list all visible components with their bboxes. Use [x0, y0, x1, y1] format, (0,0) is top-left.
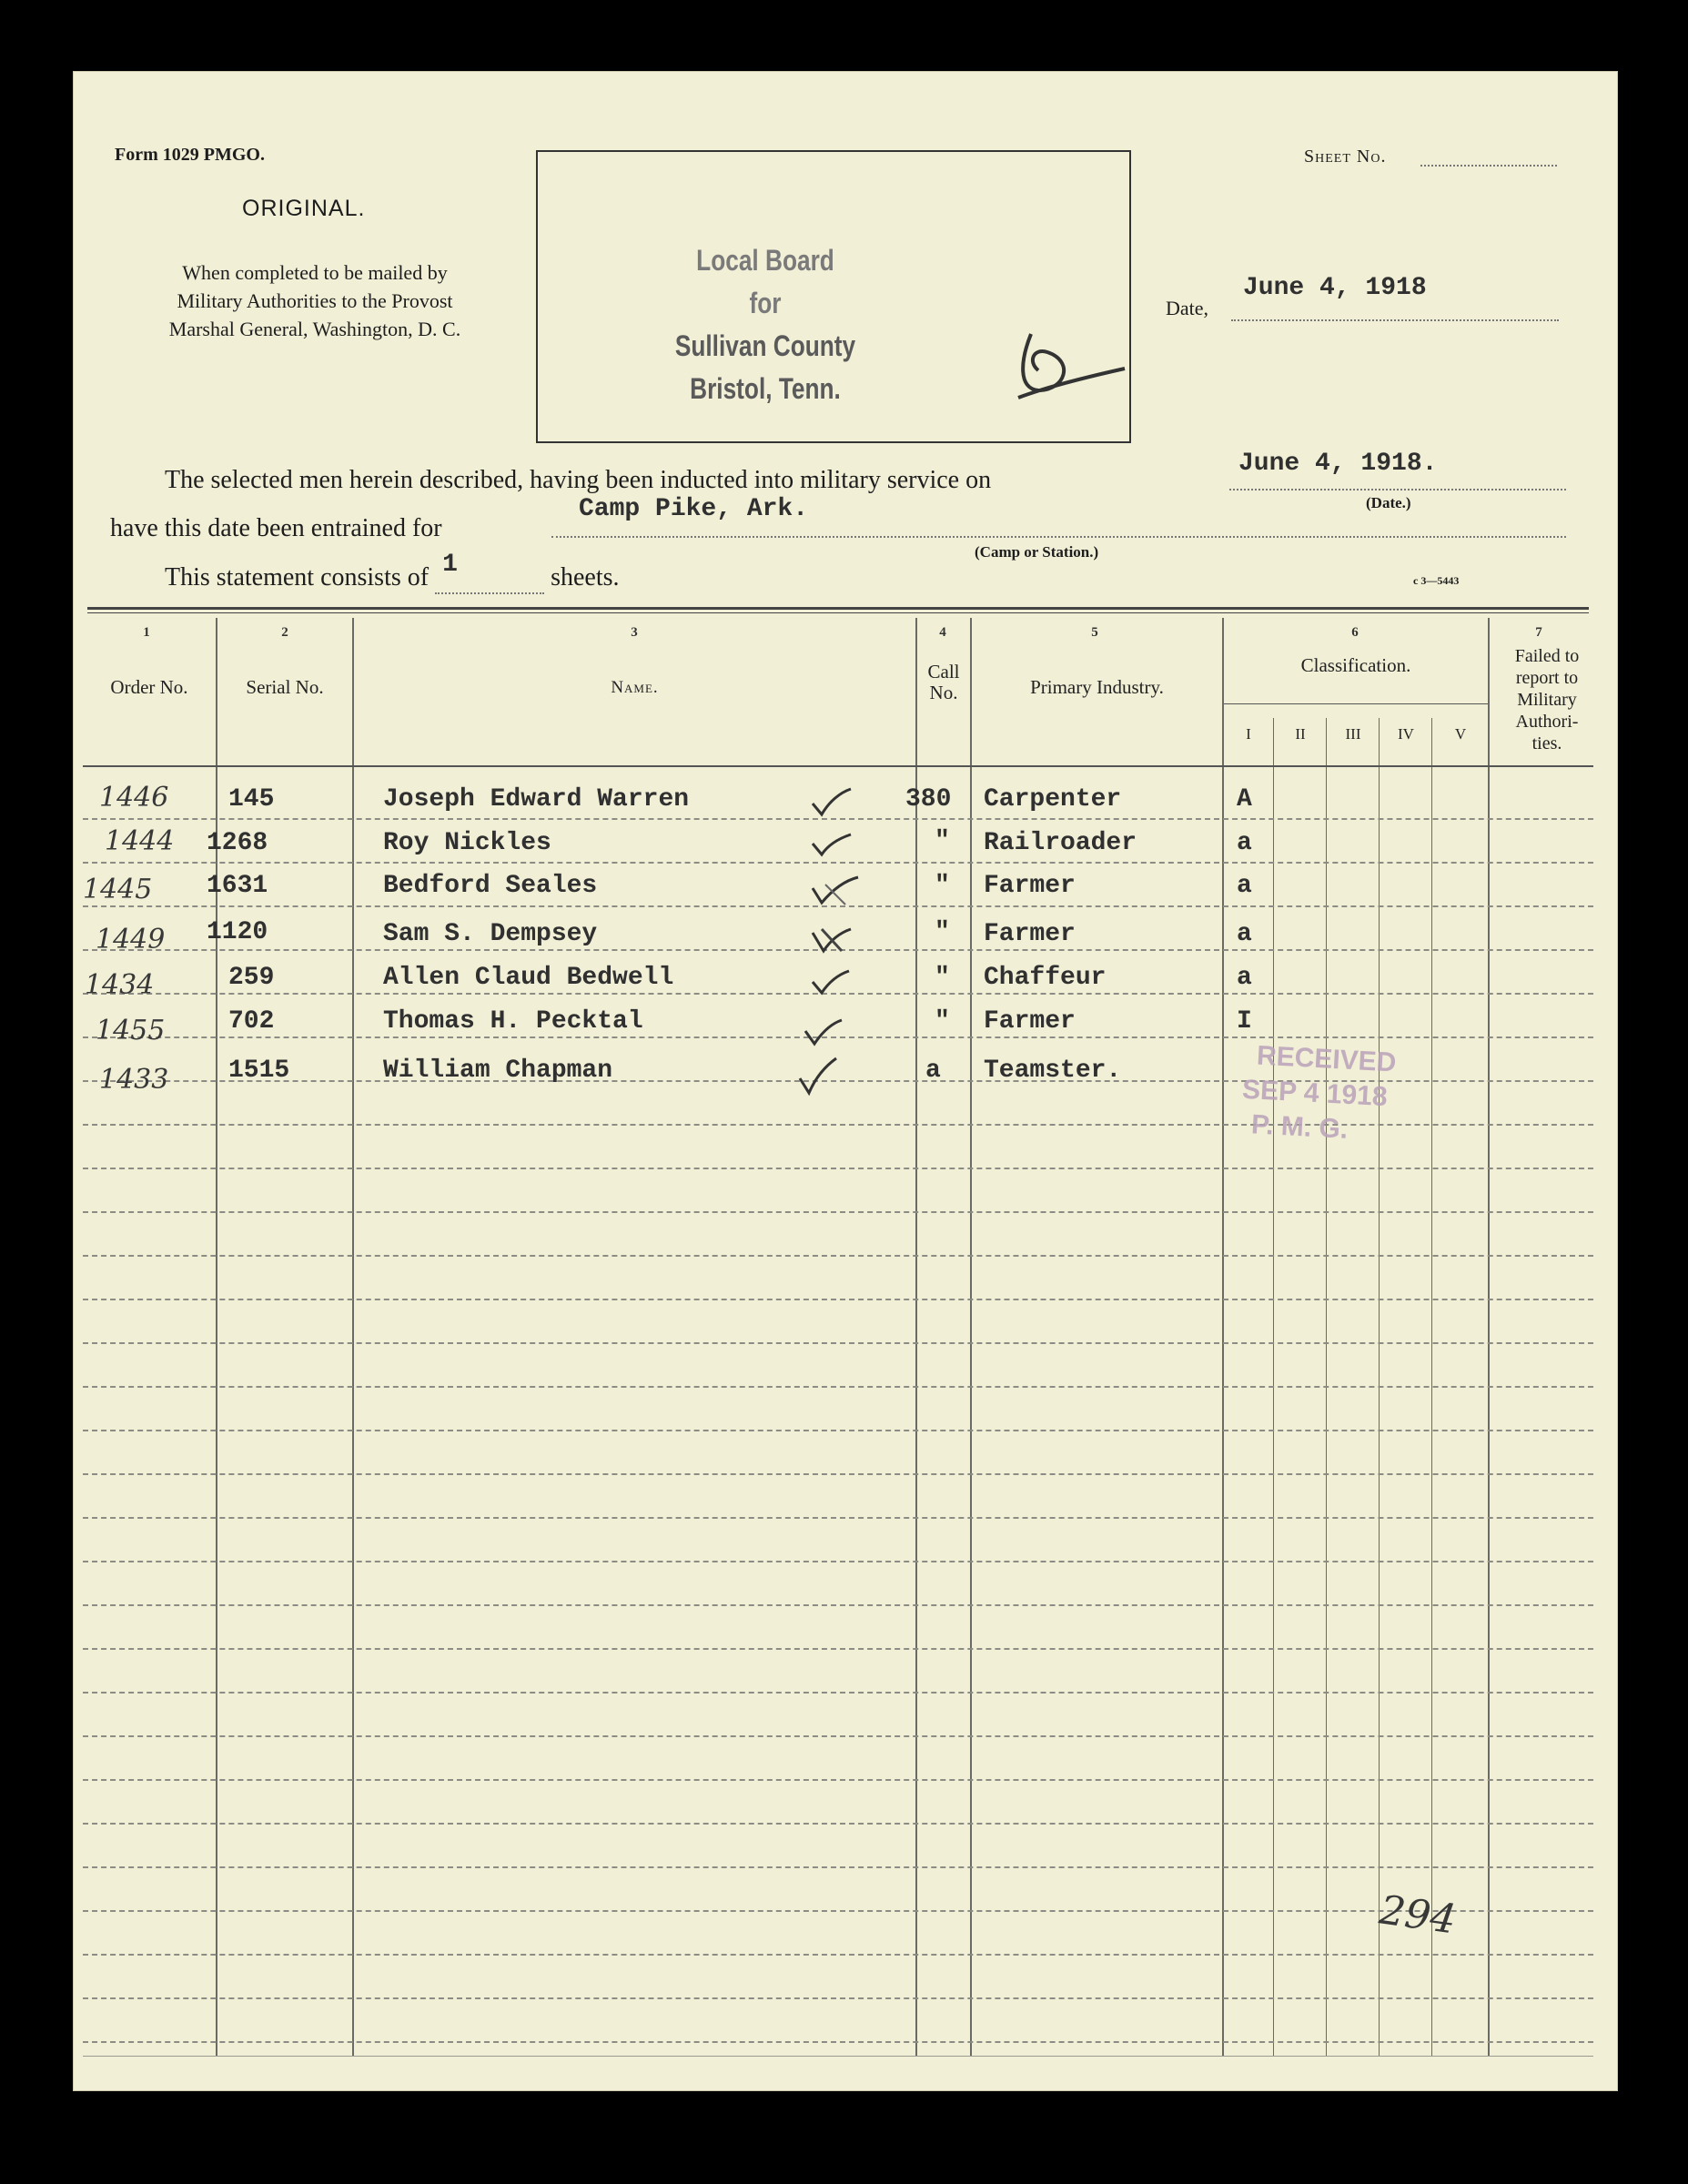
checkmark-icon — [809, 784, 854, 820]
header-failed-line: ties. — [1531, 733, 1562, 753]
inductee-name: Thomas H. Pecktal — [383, 1007, 643, 1036]
call-no: " — [935, 872, 950, 900]
checkmark-icon — [809, 920, 854, 956]
ruled-line — [83, 1473, 1593, 1475]
serial-no: 702 — [228, 1007, 275, 1036]
stamp-line: Local Board — [696, 244, 834, 277]
serial-no: 1515 — [228, 1057, 290, 1085]
column-number: 4 — [939, 625, 946, 640]
column-number: 5 — [1091, 625, 1098, 640]
call-no: a — [925, 1057, 941, 1085]
sheet-count-field[interactable] — [435, 551, 544, 594]
page-number: 294 — [1376, 1886, 1460, 1944]
camp-field[interactable] — [551, 536, 1566, 538]
primary-industry: Farmer — [984, 920, 1076, 948]
instruction-line: When completed to be mailed by — [182, 261, 448, 284]
table-top-rule — [87, 607, 1589, 610]
table-row — [74, 868, 1612, 912]
table-bottom-edge — [83, 2056, 1593, 2057]
ruled-line — [83, 1299, 1593, 1300]
order-no: 1434 — [85, 969, 155, 1001]
inductee-name: William Chapman — [383, 1057, 613, 1085]
header-failed-line: Failed to — [1514, 646, 1580, 666]
camp-caption: (Camp or Station.) — [975, 543, 1099, 561]
inductee-name: Allen Claud Bedwell — [383, 964, 674, 992]
serial-no: 259 — [228, 964, 275, 992]
primary-industry: Carpenter — [984, 785, 1122, 814]
checkmark-icon — [809, 964, 854, 1000]
local-board-stamp — [668, 239, 862, 410]
ruled-line — [83, 1779, 1593, 1781]
primary-industry: Railroader — [984, 829, 1137, 857]
column-number: 6 — [1351, 625, 1359, 640]
order-no: 1444 — [105, 825, 175, 857]
order-no: 1449 — [96, 924, 166, 956]
checkmark-icon — [809, 872, 864, 910]
received-stamp-line: P. M. G. — [1250, 1109, 1349, 1145]
header-classification: Classification. — [1300, 654, 1411, 676]
serial-no: 1268 — [207, 829, 268, 857]
induction-date: June 4, 1918. — [1238, 450, 1438, 478]
initial-signature-icon — [1011, 325, 1129, 407]
call-no: " — [935, 827, 950, 855]
table-row — [74, 960, 1612, 1006]
table-top-rule-inner — [87, 612, 1589, 613]
table-row — [74, 824, 1612, 867]
primary-industry: Teamster. — [984, 1057, 1122, 1085]
mailing-instructions — [115, 258, 515, 343]
table-row — [74, 913, 1612, 960]
call-no: " — [935, 1007, 950, 1036]
ruled-line — [83, 1561, 1593, 1562]
form-number: Form 1029 PMGO. — [115, 145, 265, 165]
classification-value: A — [1237, 785, 1252, 814]
classification-divider — [1224, 703, 1488, 704]
checkmark-icon — [809, 827, 854, 864]
primary-industry: Farmer — [984, 1007, 1076, 1036]
induction-date-caption: (Date.) — [1366, 494, 1411, 511]
class-column-header: III — [1345, 725, 1361, 743]
classification-value: a — [1237, 964, 1252, 992]
column-number: 3 — [631, 625, 638, 640]
stamp-line: for — [749, 287, 782, 319]
primary-industry: Farmer — [984, 872, 1076, 900]
ruled-line — [83, 1386, 1593, 1388]
ruled-line — [83, 1604, 1593, 1606]
received-stamp — [1236, 1038, 1397, 1150]
ruled-line — [83, 1954, 1593, 1956]
copy-label: ORIGINAL. — [242, 196, 366, 221]
header-serial-no: Serial No. — [246, 676, 324, 698]
inductee-name: Bedford Seales — [383, 872, 598, 900]
header-call-no-line: No. — [929, 682, 958, 703]
ruled-line — [83, 1430, 1593, 1431]
serial-no: 1631 — [207, 872, 268, 900]
inductee-name: Sam S. Dempsey — [383, 920, 598, 948]
header-primary-industry: Primary Industry. — [1030, 676, 1164, 698]
call-no: 380 — [905, 785, 952, 814]
classification-value: I — [1237, 1007, 1252, 1036]
date-field[interactable] — [1231, 319, 1559, 321]
local-board-stamp-box — [536, 150, 1131, 443]
sheet-no-field[interactable] — [1420, 165, 1557, 167]
ruled-line — [83, 1211, 1593, 1213]
column-number: 7 — [1535, 625, 1542, 640]
statement-line-3-pre: This statement consists of — [165, 563, 430, 592]
ruled-line — [83, 1910, 1593, 1912]
header-name: Name. — [611, 678, 659, 697]
statement-line-2: have this date been entrained for — [110, 514, 442, 542]
ruled-line — [83, 1823, 1593, 1825]
form-sheet — [73, 71, 1618, 2091]
header-bottom-rule — [83, 765, 1593, 767]
date-label: Date, — [1166, 297, 1209, 319]
header-failed-line: Military — [1517, 690, 1577, 710]
ruled-line — [83, 1517, 1593, 1519]
order-no: 1445 — [83, 874, 153, 905]
inductee-name: Roy Nickles — [383, 829, 551, 857]
column-number: 2 — [281, 625, 288, 640]
order-no: 1455 — [96, 1015, 166, 1046]
column-number: 1 — [143, 625, 150, 640]
class-column-header: I — [1246, 725, 1251, 743]
classification-value: a — [1237, 872, 1252, 900]
instruction-line: Marshal General, Washington, D. C. — [168, 318, 461, 340]
header-failed-line: Authori- — [1515, 712, 1579, 732]
header-call-no — [917, 662, 970, 703]
call-no: " — [935, 918, 950, 946]
sheet-count: 1 — [442, 551, 458, 579]
instruction-line: Military Authorities to the Provost — [177, 289, 453, 312]
received-stamp-line: RECEIVED — [1256, 1040, 1398, 1078]
stamp-line: Bristol, Tenn. — [690, 372, 841, 405]
class-column-header: V — [1454, 725, 1467, 743]
serial-no: 1120 — [207, 918, 268, 946]
ruled-line — [83, 1342, 1593, 1344]
ruled-line — [83, 1997, 1593, 1999]
table-row — [74, 1006, 1612, 1051]
statement-line-3-post: sheets. — [551, 563, 620, 592]
ruled-line — [83, 1255, 1593, 1257]
header-call-no-line: Call — [927, 661, 960, 682]
sheet-no-label: Sheet No. — [1304, 147, 1387, 167]
classification-value: a — [1237, 920, 1252, 948]
print-code: c 3—5443 — [1413, 574, 1460, 587]
primary-industry: Chaffeur — [984, 964, 1107, 992]
call-no: " — [935, 964, 950, 992]
ruled-line — [83, 1735, 1593, 1737]
checkmark-icon — [796, 1055, 842, 1098]
ruled-line — [83, 1866, 1593, 1868]
received-stamp-line: SEP 4 1918 — [1241, 1074, 1389, 1113]
serial-no: 145 — [228, 785, 275, 814]
table-row — [74, 780, 1612, 824]
ruled-line — [83, 1692, 1593, 1694]
class-column-header: IV — [1398, 725, 1414, 743]
ruled-line — [83, 1168, 1593, 1169]
induction-date-field[interactable] — [1229, 489, 1566, 490]
destination-camp: Camp Pike, Ark. — [579, 495, 809, 523]
stamp-line: Sullivan County — [674, 329, 856, 362]
class-column-header: II — [1295, 725, 1306, 743]
statement-line-3 — [165, 551, 620, 594]
inductee-name: Joseph Edward Warren — [383, 785, 690, 814]
header-failed-line: report to — [1515, 668, 1579, 688]
order-no: 1446 — [99, 782, 169, 814]
header-failed-to-report — [1490, 645, 1604, 754]
header-order-no: Order No. — [110, 676, 188, 698]
ruled-line — [83, 1648, 1593, 1650]
classification-value: a — [1237, 829, 1252, 857]
date-value: June 4, 1918 — [1243, 274, 1427, 302]
checkmark-icon — [802, 1013, 847, 1049]
statement-line-1: The selected men herein described, having been inducted into military service on — [165, 466, 992, 494]
order-no: 1433 — [99, 1064, 169, 1096]
ruled-line — [83, 2041, 1593, 2043]
